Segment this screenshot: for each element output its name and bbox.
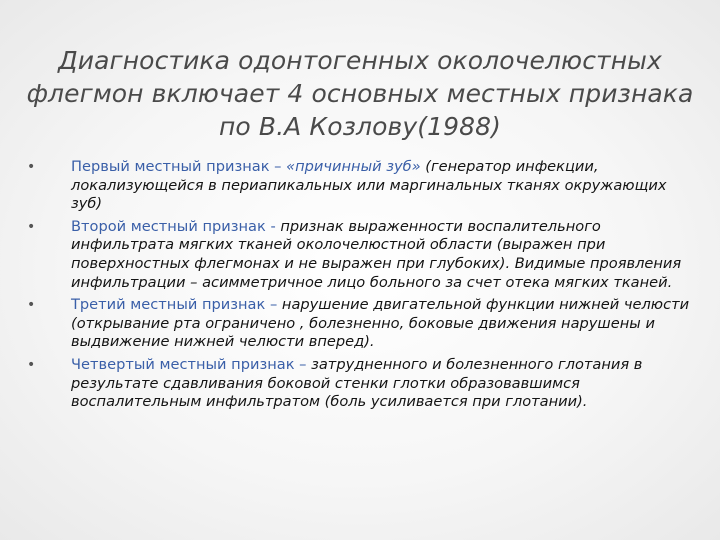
bullet-marker: • [27, 159, 36, 175]
bullet-list [26, 158, 700, 416]
bullet-dash: – [265, 296, 282, 314]
title-line-3: по В.А Козлову(1988) [218, 112, 501, 141]
bullet-term: Четвертый местный признак [71, 355, 295, 373]
bullet-dash: – [269, 158, 287, 175]
bullet-item-4 [26, 356, 700, 412]
bullet-text: затрудненного и болезненного глотания в результате сдавливания боковой стенки глотки образовавшимся воспалительным инфильтратом (боль усиливается при глотании). [71, 355, 643, 411]
bullet-item-1 [26, 158, 700, 214]
bullet-marker: • [27, 356, 36, 373]
slide-title [20, 44, 700, 143]
title-line-1: Диагностика одонтогенных околочелюстных [58, 46, 662, 75]
bullet-text: (генератор инфекции, локализующейся в периапикальных или маргинальных тканях окружающих зуб) [71, 158, 667, 213]
bullet-item-3 [26, 296, 700, 352]
bullet-marker: • [27, 297, 36, 314]
bullet-dash: – [294, 355, 312, 373]
bullet-text: признак выраженности воспалительного инфильтрата мягких тканей околочелюстной области (выражен при поверхностных флегмонах и не выражен при глубоких). Видимые проявления инфильтрации – асимметричное лицо больного за счет отека мягких тканей. [71, 217, 682, 291]
title-line-2: флегмон включает 4 основных местных признака [26, 79, 694, 108]
bullet-quote: «причинный зуб» [286, 158, 421, 175]
bullet-term: Первый местный признак [71, 158, 270, 175]
bullet-term: Второй местный признак [71, 217, 266, 235]
bullet-dash: - [265, 217, 281, 235]
bullet-item-2 [26, 218, 700, 292]
bullet-text: нарушение двигательной функции нижней челюсти (открывание рта ограничено , болезненно, боковые движения нарушены и выдвижение нижней челюсти вперед). [71, 296, 690, 351]
bullet-marker: • [27, 218, 36, 235]
bullet-term: Третий местный признак [71, 296, 266, 314]
